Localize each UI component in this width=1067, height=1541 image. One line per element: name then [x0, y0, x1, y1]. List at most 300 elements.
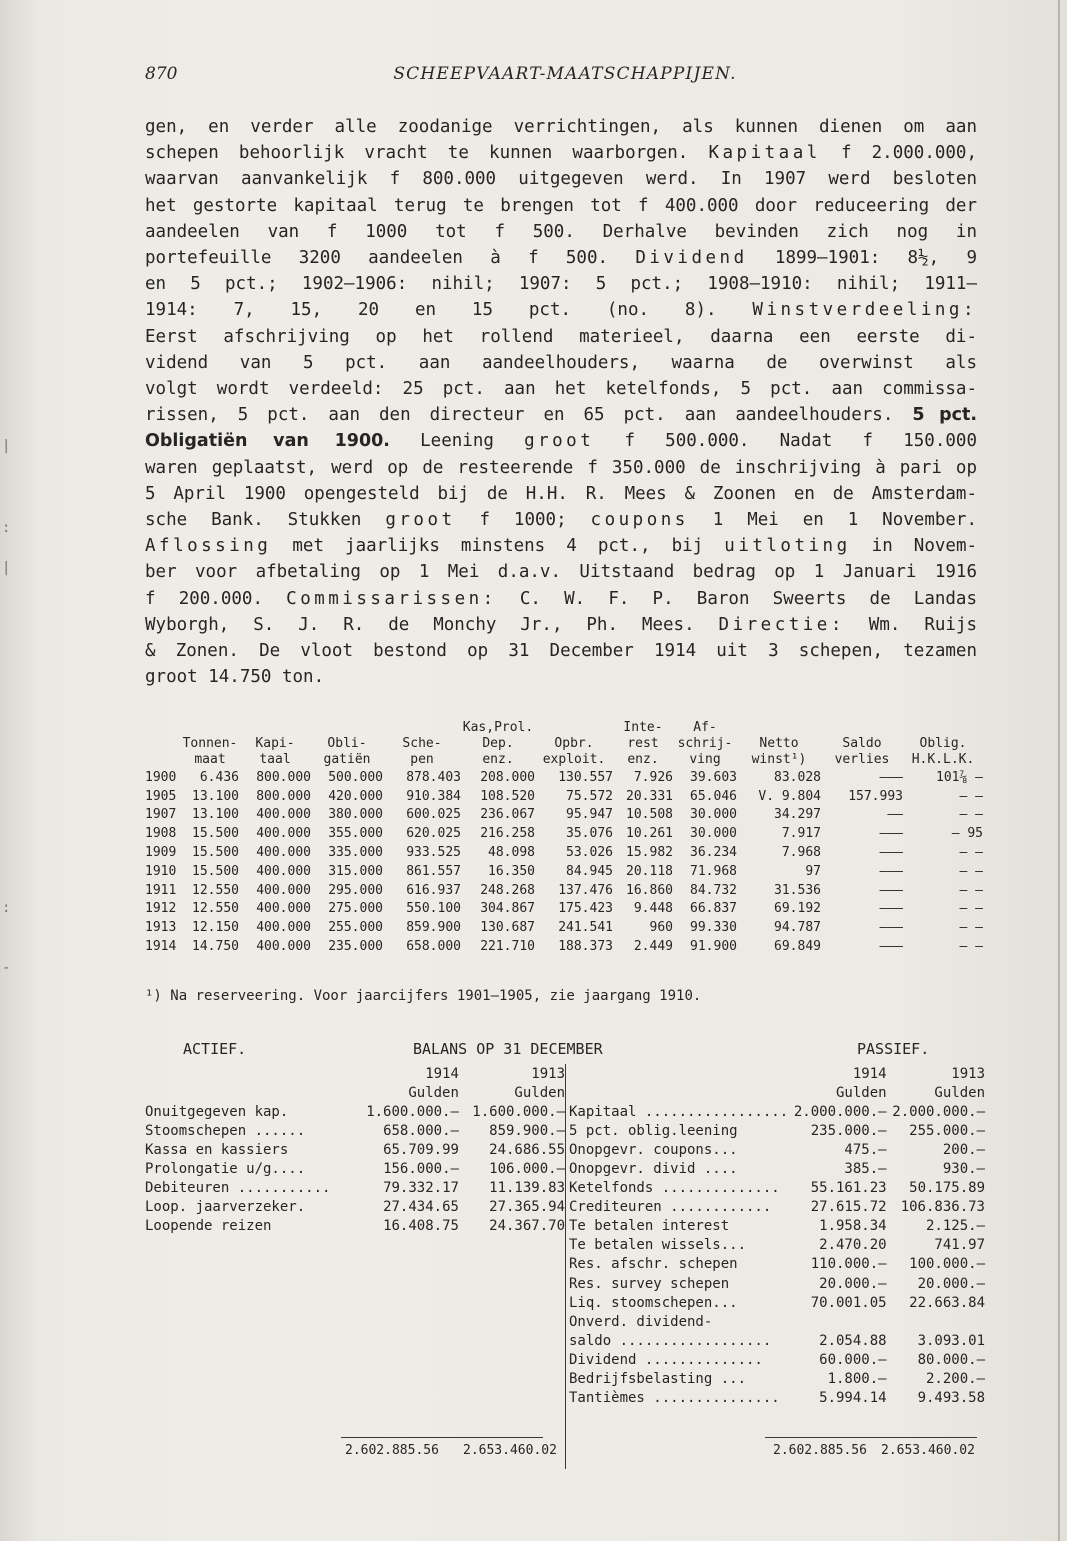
amount-cell: 70.001.05 — [810, 1294, 887, 1311]
account-name: Stoomschepen ...... — [145, 1122, 306, 1139]
column-header: Af- — [693, 720, 717, 735]
table-cell: 236.067 — [480, 807, 535, 823]
table-row — [145, 768, 983, 787]
amount-cell: 658.000.— — [383, 1122, 459, 1139]
table-cell: 216.258 — [480, 826, 535, 842]
bold-heading: 5 pct. — [912, 405, 978, 426]
amount-cell: 27.365.94 — [489, 1199, 565, 1216]
account-name: Dividend .............. — [569, 1351, 763, 1368]
account-name: Liq. stoomschepen... — [569, 1294, 738, 1311]
amount-cell: 930.— — [942, 1161, 985, 1178]
account-name: Te betalen interest — [569, 1218, 730, 1235]
spaced-keyword: groot — [524, 431, 595, 452]
text-run: & Zonen. De vloot bestond op 31 December 1914 uit 3 schepen, tezamen — [145, 641, 977, 662]
balance-row — [145, 1140, 565, 1159]
table-cell: 13.100 — [192, 788, 239, 804]
column-header: rest — [627, 736, 659, 751]
blank-cell — [145, 1083, 353, 1102]
table-cell: 859.900 — [406, 920, 461, 936]
text-line — [145, 350, 977, 376]
annual-figures-table — [145, 720, 983, 956]
year-label: 1913 — [531, 1065, 565, 1082]
text-line — [145, 114, 977, 140]
text-run: aandeelen van f 1000 tot f 500. Derhalve bevinden zich nog in — [145, 221, 977, 242]
table-row — [145, 937, 983, 956]
balance-row — [145, 1179, 565, 1198]
table-cell: 97 — [805, 863, 821, 879]
text-run: met jaarlijks minstens 4 pct., bij — [271, 536, 725, 557]
account-name: Loop. jaarverzeker. — [145, 1199, 306, 1216]
amount-cell: 27.615.72 — [810, 1199, 887, 1216]
table-cell: 48.098 — [488, 845, 535, 861]
column-header: ving — [689, 752, 721, 767]
column-header: Inte- — [623, 720, 663, 735]
passief-heading: PASSIEF. — [857, 1040, 930, 1058]
table-cell: — — — [959, 882, 983, 898]
amount-cell: 110.000.— — [810, 1256, 887, 1273]
amount-cell: 156.000.— — [383, 1161, 459, 1178]
table-cell: 235.000 — [328, 939, 383, 955]
actief-heading: ACTIEF. — [183, 1040, 247, 1058]
column-header: pen — [410, 752, 434, 767]
spaced-keyword: uitloting — [724, 536, 851, 557]
text-run: gen, en verder alle zoodanige verrichtingen, als kunnen dienen om aan — [145, 117, 977, 137]
footnote: ¹) Na reserveering. Voor jaarcijfers 1901—1905, zie jaargang 1910. — [145, 988, 702, 1004]
account-name: 5 pct. oblig.leening — [569, 1122, 738, 1139]
table-cell: 36.234 — [690, 845, 737, 861]
column-header: H.K.L.K. — [911, 752, 975, 767]
amount-cell: 27.434.65 — [383, 1199, 459, 1216]
table-cell: 130.557 — [558, 769, 613, 785]
table-cell: 94.787 — [774, 920, 821, 936]
text-line — [145, 481, 977, 507]
year-header-row — [145, 1064, 565, 1083]
table-cell: 101⅞ — — [936, 769, 983, 785]
table-cell: 9.448 — [633, 901, 673, 917]
balance-row — [569, 1312, 985, 1331]
table-cell: 400.000 — [256, 882, 311, 898]
text-run: Wm. Ruijs — [844, 614, 978, 635]
table-cell: — — — [959, 863, 983, 879]
year-cell: 1911 — [145, 882, 177, 898]
column-header: Netto — [759, 736, 799, 751]
column-header: Oblig. — [919, 736, 967, 751]
table-cell: — — — [959, 807, 983, 823]
text-line — [145, 297, 977, 323]
table-cell: 108.520 — [480, 788, 535, 804]
text-run: volgt wordt verdeeld: 25 pct. aan het ketelfonds, 5 pct. aan commissa- — [145, 379, 977, 400]
table-cell: 355.000 — [328, 826, 383, 842]
table-cell: 15.982 — [626, 845, 673, 861]
table-cell: 53.026 — [566, 845, 613, 861]
column-header — [737, 720, 821, 736]
page-number: 870 — [145, 64, 178, 84]
balance-row — [569, 1331, 985, 1350]
table-cell: 31.536 — [774, 882, 821, 898]
table-cell: 30.000 — [690, 807, 737, 823]
text-run: 1 Mei en 1 November. — [688, 510, 978, 531]
year-cell: 1908 — [145, 826, 177, 842]
text-run: waarvan aanvankelijk f 800.000 uitgegeven werd. In 1907 werd besloten — [145, 169, 977, 190]
spaced-keyword: Dividend — [635, 248, 748, 269]
account-name: saldo .................. — [569, 1332, 772, 1349]
amount-cell: 11.139.83 — [489, 1180, 565, 1197]
column-header — [145, 736, 181, 752]
account-name: Res. survey schepen — [569, 1275, 730, 1292]
table-cell: 15.500 — [192, 845, 239, 861]
amount-cell: 100.000.— — [909, 1256, 985, 1273]
balance-row — [569, 1274, 985, 1293]
text-line — [145, 533, 977, 559]
table-cell: 84.732 — [690, 882, 737, 898]
amount-cell: 16.408.75 — [383, 1218, 459, 1235]
table-cell: ——— — [879, 901, 903, 917]
text-line — [145, 166, 977, 192]
table-cell: 2.449 — [633, 939, 673, 955]
column-header: Opbr. — [554, 736, 594, 751]
table-cell: — 95 — [951, 826, 983, 842]
table-cell: 84.945 — [566, 863, 613, 879]
account-name: Onopgevr. divid .... — [569, 1161, 738, 1178]
column-header: schrij- — [677, 736, 733, 751]
amount-cell: 2.200.— — [925, 1371, 985, 1388]
text-run: schepen behoorlijk vracht te kunnen waarborgen. — [145, 143, 709, 164]
amount-cell: 2.000.000.— — [892, 1103, 985, 1120]
amount-cell: 2.000.000.— — [793, 1103, 887, 1120]
table-cell: 878.403 — [406, 769, 461, 785]
text-line — [145, 428, 977, 454]
table-cell: 800.000 — [256, 769, 311, 785]
amount-cell: 79.332.17 — [383, 1180, 459, 1197]
column-header: Sche- — [402, 736, 442, 751]
amount-cell: 3.093.01 — [917, 1332, 985, 1349]
text-run: sche Bank. Stukken — [145, 510, 386, 531]
account-name: Ketelfonds .............. — [569, 1180, 780, 1197]
total-passief-1914: 2.602.885.56 — [773, 1443, 867, 1458]
edge-speck: : — [2, 520, 11, 536]
table-row — [145, 900, 983, 919]
text-run: en 5 pct.; 1902—1906: nihil; 1907: 5 pct.; 1908—1910: nihil; 1911— — [145, 274, 977, 295]
table-cell: 248.268 — [480, 882, 535, 898]
balance-row — [569, 1350, 985, 1369]
column-header: Saldo — [842, 736, 882, 751]
account-name: Bedrijfsbelasting ... — [569, 1371, 747, 1388]
balance-row — [569, 1370, 985, 1389]
table-cell: — — — [959, 845, 983, 861]
amount-cell: 1.600.000.— — [472, 1103, 565, 1120]
table-cell: ——— — [879, 920, 903, 936]
table-cell: 295.000 — [328, 882, 383, 898]
table-row — [145, 824, 983, 843]
table-row — [145, 787, 983, 806]
amount-cell: 60.000.— — [819, 1351, 887, 1368]
spaced-keyword: groot — [385, 510, 456, 531]
amount-cell: 20.000.— — [819, 1275, 887, 1292]
amount-cell: 2.125.— — [925, 1218, 985, 1235]
text-line — [145, 245, 977, 271]
balance-row — [145, 1121, 565, 1140]
year-cell: 1912 — [145, 901, 177, 917]
balance-row — [569, 1102, 985, 1121]
balance-sheet — [145, 1040, 985, 1470]
currency-label: Gulden — [934, 1084, 985, 1101]
table-cell: — — — [959, 920, 983, 936]
text-run: in Novem- — [850, 536, 978, 557]
table-row — [145, 918, 983, 937]
table-cell: 221.710 — [480, 939, 535, 955]
table-cell: 616.937 — [406, 882, 461, 898]
balance-row — [569, 1140, 985, 1159]
amount-cell: 859.900.— — [489, 1122, 565, 1139]
text-line — [145, 324, 977, 350]
text-line — [145, 376, 977, 402]
year-cell: 1905 — [145, 788, 177, 804]
account-name: Prolongatie u/g.... — [145, 1161, 306, 1178]
running-title: SCHEEPVAART-MAATSCHAPPIJEN. — [393, 64, 737, 84]
text-run: f 200.000. — [145, 588, 287, 609]
balance-row — [569, 1179, 985, 1198]
table-cell: 69.192 — [774, 901, 821, 917]
actief-table — [145, 1064, 565, 1236]
table-cell: ——— — [879, 845, 903, 861]
table-cell: 91.900 — [690, 939, 737, 955]
column-header: verlies — [834, 752, 890, 767]
table-cell: ——— — [879, 769, 903, 785]
blank-cell — [569, 1064, 788, 1083]
table-cell: 12.150 — [192, 920, 239, 936]
currency-header-row — [145, 1083, 565, 1102]
table-cell: 960 — [649, 920, 673, 936]
account-name: Onuitgegeven kap. — [145, 1103, 289, 1120]
text-line — [145, 219, 977, 245]
balance-row — [569, 1255, 985, 1274]
account-name: Onverd. dividend- — [569, 1313, 713, 1330]
table-row — [145, 862, 983, 881]
table-cell: 861.557 — [406, 863, 461, 879]
column-header — [145, 752, 181, 768]
table-cell: ——— — [879, 939, 903, 955]
column-header: Kapi- — [255, 736, 295, 751]
table-cell: 400.000 — [256, 901, 311, 917]
table-cell: 500.000 — [328, 769, 383, 785]
total-passief-1913: 2.653.460.02 — [881, 1443, 975, 1458]
passief-table — [569, 1064, 985, 1408]
column-header: Dep. — [482, 736, 514, 751]
column-header: maat — [194, 752, 226, 767]
table-cell: — — — [959, 788, 983, 804]
text-run: Leening — [389, 431, 525, 452]
account-name: Tantièmes ............... — [569, 1390, 780, 1407]
text-run: rissen, 5 pct. aan den directeur en 65 pct. aan aandeelhouders. — [145, 405, 913, 426]
column-header — [535, 720, 613, 736]
amount-cell: 1.958.34 — [819, 1218, 887, 1235]
table-cell: 15.500 — [192, 863, 239, 879]
table-cell: 175.423 — [558, 901, 613, 917]
table-cell: 66.837 — [690, 901, 737, 917]
spaced-keyword: Commissarissen: — [286, 588, 497, 609]
table-cell: 30.000 — [690, 826, 737, 842]
amount-cell: 385.— — [844, 1161, 887, 1178]
column-header: enz. — [627, 752, 659, 767]
table-cell: 420.000 — [328, 788, 383, 804]
balance-row — [145, 1159, 565, 1178]
currency-label: Gulden — [836, 1084, 887, 1101]
text-run: portefeuille 3200 aandeelen à f 500. — [145, 248, 636, 269]
balance-row — [569, 1217, 985, 1236]
text-run: f 1000; — [455, 510, 591, 531]
text-line — [145, 193, 977, 219]
balance-row — [569, 1236, 985, 1255]
table-cell: 304.867 — [480, 901, 535, 917]
currency-label: Gulden — [408, 1084, 459, 1101]
text-run: 5 April 1900 opengesteld bij de H.H. R. Mees & Zoonen en de Amsterdam- — [145, 483, 977, 504]
table-cell: 241.541 — [558, 920, 613, 936]
table-cell: 6.436 — [199, 769, 239, 785]
year-label: 1913 — [951, 1065, 985, 1082]
table-cell: 620.025 — [406, 826, 461, 842]
amount-cell: 106.836.73 — [900, 1199, 985, 1216]
year-cell: 1909 — [145, 845, 177, 861]
table-header-row — [145, 752, 983, 768]
table-cell: 99.330 — [690, 920, 737, 936]
column-header: enz. — [482, 752, 514, 767]
page-header — [145, 64, 985, 90]
table-cell: ——— — [879, 863, 903, 879]
text-run: 1899—1901: 8½, 9 — [747, 248, 977, 269]
table-cell: 400.000 — [256, 939, 311, 955]
blank-cell — [145, 1064, 353, 1083]
year-header-row — [569, 1064, 985, 1083]
table-cell: 95.947 — [566, 807, 613, 823]
amount-cell: 50.175.89 — [909, 1180, 985, 1197]
total-actief-1913: 2.653.460.02 — [463, 1443, 557, 1458]
text-run: C. W. F. P. Baron Sweerts de Landas — [496, 588, 977, 609]
table-cell: 137.476 — [558, 882, 613, 898]
text-run: Eerst afschrijving op het rollend materieel, daarna een eerste di- — [145, 326, 977, 347]
text-line — [145, 612, 977, 638]
column-header: Obli- — [327, 736, 367, 751]
table-cell: 800.000 — [256, 788, 311, 804]
text-line — [145, 638, 977, 664]
text-run: 1914: 7, 15, 20 en 15 pct. (no. 8). — [145, 300, 753, 321]
text-run: f 500.000. Nadat f 150.000 — [594, 431, 977, 452]
table-cell: 157.993 — [848, 788, 903, 804]
table-cell: 400.000 — [256, 807, 311, 823]
text-run: het gestorte kapitaal terug te brengen tot f 400.000 door reduceering der — [145, 195, 977, 216]
text-run: vidend van 5 pct. aan aandeelhouders, waarna de overwinst als — [145, 352, 977, 373]
table-cell: 315.000 — [328, 863, 383, 879]
amount-cell: 80.000.— — [917, 1351, 985, 1368]
text-line — [145, 664, 977, 690]
year-cell: 1907 — [145, 807, 177, 823]
balance-row — [145, 1102, 565, 1121]
table-cell: 16.860 — [626, 882, 673, 898]
edge-speck: | — [2, 560, 11, 576]
total-actief-1914: 2.602.885.56 — [345, 1443, 439, 1458]
amount-cell: 9.493.58 — [917, 1390, 985, 1407]
column-header: taal — [259, 752, 291, 767]
balance-row — [569, 1121, 985, 1140]
amount-cell: 2.470.20 — [819, 1237, 887, 1254]
currency-label: Gulden — [514, 1084, 565, 1101]
year-cell: 1900 — [145, 769, 177, 785]
text-run: Wyborgh, S. J. R. de Monchy Jr., Ph. Mees. — [145, 614, 719, 635]
balance-row — [145, 1198, 565, 1217]
spaced-keyword: coupons — [590, 510, 689, 531]
table-cell: 275.000 — [328, 901, 383, 917]
amount-cell: 1.800.— — [827, 1371, 887, 1388]
total-rule-left — [341, 1437, 543, 1438]
text-line — [145, 271, 977, 297]
table-cell: 20.118 — [626, 863, 673, 879]
table-cell: 13.100 — [192, 807, 239, 823]
balance-heading: BALANS OP 31 DECEMBER — [413, 1040, 603, 1058]
account-name: Onopgevr. coupons... — [569, 1141, 738, 1158]
table-cell: 380.000 — [328, 807, 383, 823]
amount-cell: 2.054.88 — [819, 1332, 887, 1349]
table-cell: 400.000 — [256, 845, 311, 861]
table-cell: 10.261 — [626, 826, 673, 842]
account-name: Loopende reizen — [145, 1218, 272, 1235]
table-row — [145, 806, 983, 825]
table-header-row — [145, 720, 983, 736]
edge-speck: | — [2, 438, 11, 454]
account-name: Debiteuren ........... — [145, 1180, 331, 1197]
balance-row — [569, 1159, 985, 1178]
binding-edge — [1058, 0, 1060, 1541]
table-cell: ——— — [879, 882, 903, 898]
table-cell: 255.000 — [328, 920, 383, 936]
text-line — [145, 507, 977, 533]
table-cell: 7.926 — [633, 769, 673, 785]
table-cell: 35.076 — [566, 826, 613, 842]
table-cell: 39.603 — [690, 769, 737, 785]
column-header: Kas,Prol. — [462, 720, 534, 735]
table-cell: 34.297 — [774, 807, 821, 823]
table-row — [145, 843, 983, 862]
table-cell: 550.100 — [406, 901, 461, 917]
text-line — [145, 402, 977, 428]
year-cell: 1913 — [145, 920, 177, 936]
balance-row — [569, 1198, 985, 1217]
account-name: Kapitaal ................. — [569, 1103, 789, 1120]
table-cell: 12.550 — [192, 901, 239, 917]
amount-cell: 24.367.70 — [489, 1218, 565, 1235]
table-cell: 71.968 — [690, 863, 737, 879]
text-line — [145, 455, 977, 481]
year-label: 1914 — [425, 1065, 459, 1082]
table-cell: 7.917 — [781, 826, 821, 842]
account-name: Kassa en kassiers — [145, 1141, 289, 1158]
amount-cell: 741.97 — [934, 1237, 985, 1254]
table-cell: — — — [959, 939, 983, 955]
edge-speck: - — [2, 960, 11, 976]
table-cell: 335.000 — [328, 845, 383, 861]
table-cell: 16.350 — [488, 863, 535, 879]
amount-cell: 1.600.000.— — [366, 1103, 459, 1120]
account-name: Te betalen wissels... — [569, 1237, 747, 1254]
body-paragraph — [145, 114, 977, 690]
table-cell: 83.028 — [774, 769, 821, 785]
column-header — [383, 720, 461, 736]
amount-cell: 255.000.— — [909, 1122, 985, 1139]
text-run: ber voor afbetaling op 1 Mei d.a.v. Uitstaand bedrag op 1 Januari 1916 — [145, 562, 977, 583]
table-cell: 7.968 — [781, 845, 821, 861]
table-cell: 65.046 — [690, 788, 737, 804]
table-cell: 400.000 — [256, 920, 311, 936]
column-header — [239, 720, 311, 736]
amount-cell: 65.709.99 — [383, 1141, 459, 1158]
